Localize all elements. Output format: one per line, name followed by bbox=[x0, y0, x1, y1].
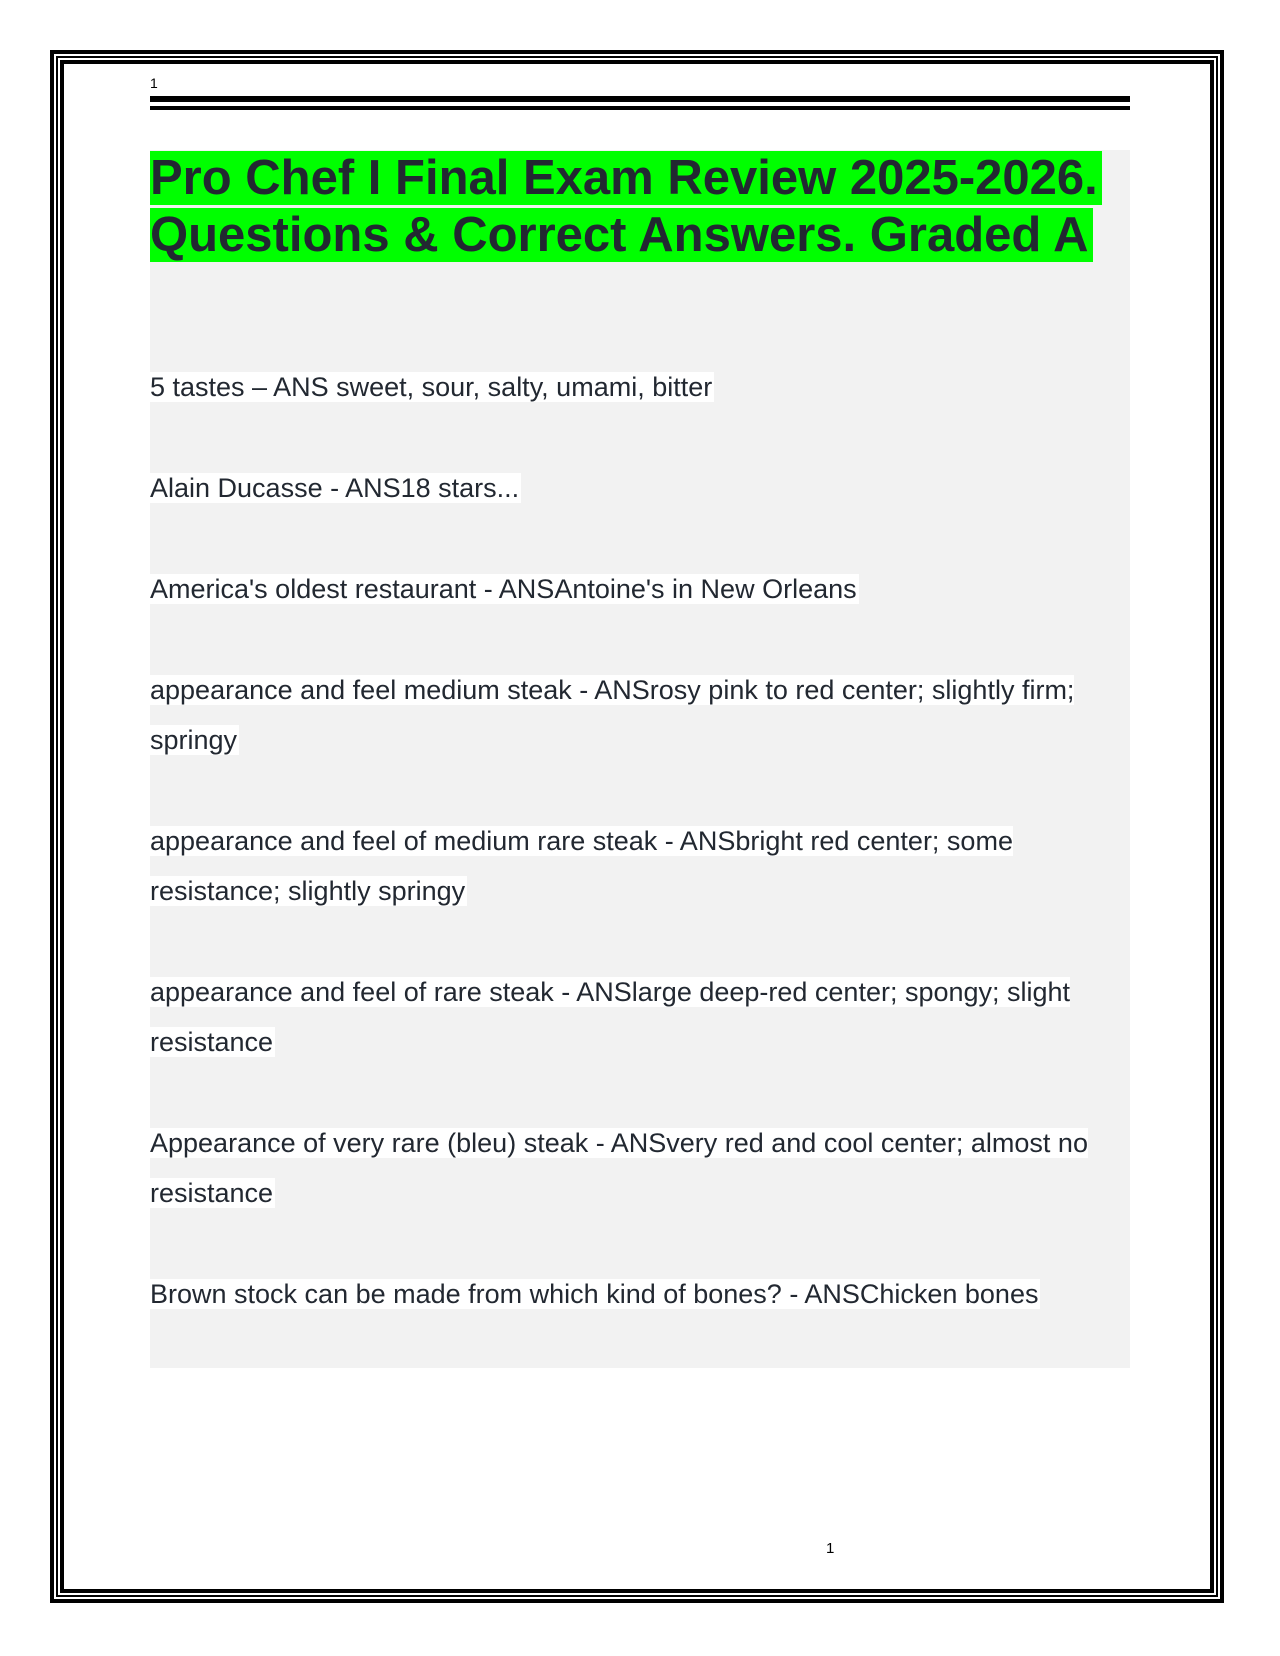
title-line-1: Pro Chef I Final Exam Review 2025-2026. bbox=[150, 151, 1102, 205]
qa-text: appearance and feel of rare steak - ANSlarge deep-red center; spongy; slight resistance bbox=[150, 977, 1071, 1057]
qa-item bbox=[150, 1269, 1130, 1319]
footer-page-number: 1 bbox=[826, 1540, 835, 1557]
qa-text: Alain Ducasse - ANS18 stars... bbox=[150, 473, 520, 503]
document-title bbox=[150, 150, 1130, 264]
qa-text: appearance and feel of medium rare steak - ANSbright red center; some resistance; slightly springy bbox=[150, 826, 1013, 906]
qa-item bbox=[150, 463, 1130, 513]
title-line-2: Questions & Correct Answers. Graded A bbox=[150, 208, 1093, 262]
qa-item bbox=[150, 816, 1130, 916]
qa-item bbox=[150, 1118, 1130, 1218]
qa-text: America's oldest restaurant - ANSAntoine's in New Orleans bbox=[150, 574, 857, 604]
document-content bbox=[150, 150, 1130, 1368]
qa-item bbox=[150, 665, 1130, 765]
qa-item bbox=[150, 564, 1130, 614]
header-rule-thin bbox=[150, 106, 1130, 110]
header-page-number: 1 bbox=[150, 75, 158, 91]
qa-text: appearance and feel medium steak - ANSrosy pink to red center; slightly firm; springy bbox=[150, 675, 1075, 755]
qa-text: 5 tastes – ANS sweet, sour, salty, umami, bitter bbox=[150, 372, 713, 402]
qa-item bbox=[150, 362, 1130, 412]
qa-list bbox=[150, 362, 1130, 1370]
qa-item bbox=[150, 967, 1130, 1067]
qa-text: Appearance of very rare (bleu) steak - ANSvery red and cool center; almost no resistance bbox=[150, 1128, 1088, 1208]
header-rule-thick bbox=[150, 96, 1130, 102]
qa-text: Brown stock can be made from which kind of bones? - ANSChicken bones bbox=[150, 1279, 1039, 1309]
